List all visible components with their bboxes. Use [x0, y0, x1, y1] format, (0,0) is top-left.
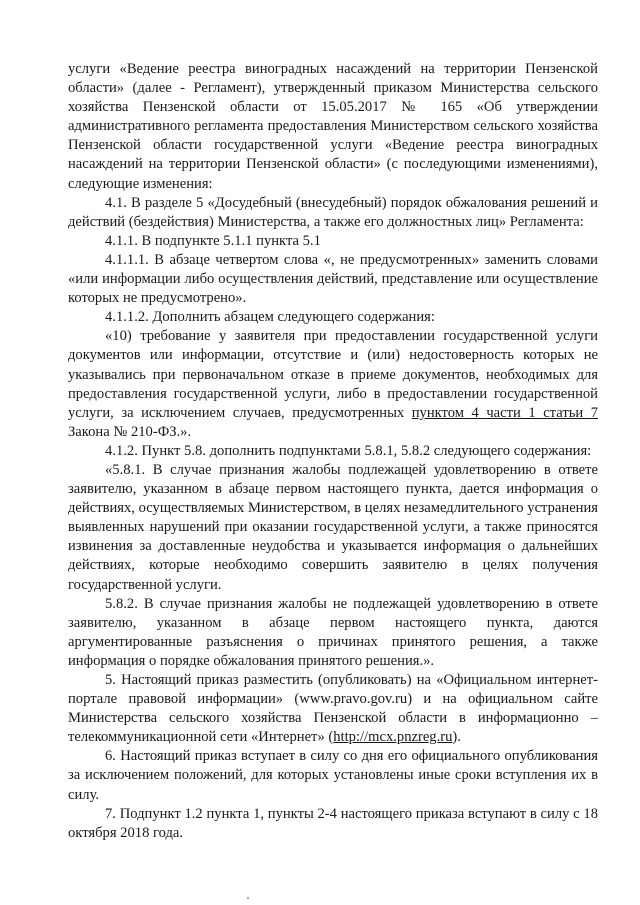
document-body [68, 60, 598, 843]
item-10-text: «10) требование у заявителя при предоставлении государственной услуги документов или информации, отсутствие и (или) недостоверность которых не указывались при первоначальном отказе в приеме документов, необходимых для предоставления государственной услуги, либо в предоставлении государственной услуги, за исключением случаев, предусмотренных [68, 328, 598, 421]
paragraph-5-8-2: 5.8.2. В случае признания жалобы не подлежащей удовлетворению в ответе заявителю, указанном в абзаце первом настоящего пункта, даются аргументированные разъяснения о причинах принятого решения, а также информация о порядке обжалования принятого решения.». [68, 595, 598, 669]
publish-text: 5. Настоящий приказ разместить (опубликовать) на «Официальном интернет-портале правовой информации» (www.pravo.gov.ru) и на официальном сайте Министерства сельского хозяйства Пензенской области в информационно – телекоммуникационной сети «Интернет» ( [68, 672, 598, 746]
paragraph-4-1-1: 4.1.1. В подпункте 5.1.1 пункта 5.1 [105, 232, 321, 249]
paragraph-4-1: 4.1. В разделе 5 «Досудебный (внесудебный) порядок обжалования решений и действий (бездействия) Министерства, а также его должностных лиц» Регламента: [68, 194, 598, 230]
paragraph-4-1-1-2: 4.1.1.2. Дополнить абзацем следующего содержания: [105, 309, 435, 326]
paragraph-regulation-intro: услуги «Ведение реестра виноградных насаждений на территории Пензенской области» (далее - Регламент), утвержденный приказом Министерства сельского хозяйства Пензенской области от 15.05.2017 № 165 «Об утверждении административного регламента предоставления Министерством сельского хозяйства Пензенской области государственной услуги «Ведение реестра виноградных насаждений на территории Пензенской области» (с последующими изменениями), следующие изменения: [68, 61, 598, 192]
paragraph-4-1-1-1: 4.1.1.1. В абзаце четвертом слова «, не предусмотренных» заменить словами «или информации либо осуществления действий, представление или осуществление которых не предусмотрено». [68, 251, 598, 307]
law-reference-link[interactable]: пунктом 4 части 1 статьи 7 [411, 404, 598, 421]
ministry-site-link[interactable]: http://mcx.pnzreg.ru [333, 729, 453, 746]
paragraph-5-8-1: «5.8.1. В случае признания жалобы подлежащей удовлетворению в ответе заявителю, указанном в абзаце первом настоящего пункта, дается информация о действиях, осуществляемых Министерством, в целях незамедлительного устранения выявленных нарушений при оказании государственной услуги, а также приносятся извинения за доставленные неудобства и указывается информация о дальнейших действиях, которые необходимо совершить заявителю в целях получения государственной услуги. [68, 461, 598, 593]
paragraph-item-10 [68, 327, 598, 442]
publish-text-end: ). [452, 729, 461, 746]
paragraph-5-publish [68, 671, 598, 747]
paragraph-4-1-2: 4.1.2. Пункт 5.8. дополнить подпунктами 5.8.1, 5.8.2 следующего содержания: [105, 442, 592, 459]
item-10-text-end: Закона № 210-ФЗ.». [68, 423, 192, 440]
paragraph-6-effect: 6. Настоящий приказ вступает в силу со дня его официального опубликования за исключением положений, для которых установлены иные сроки вступления их в силу. [68, 748, 598, 803]
scan-speck [247, 897, 249, 899]
paragraph-7-effect-date: 7. Подпункт 1.2 пункта 1, пункты 2-4 настоящего приказа вступают в силу с 18 октября 2018 года. [68, 805, 598, 841]
